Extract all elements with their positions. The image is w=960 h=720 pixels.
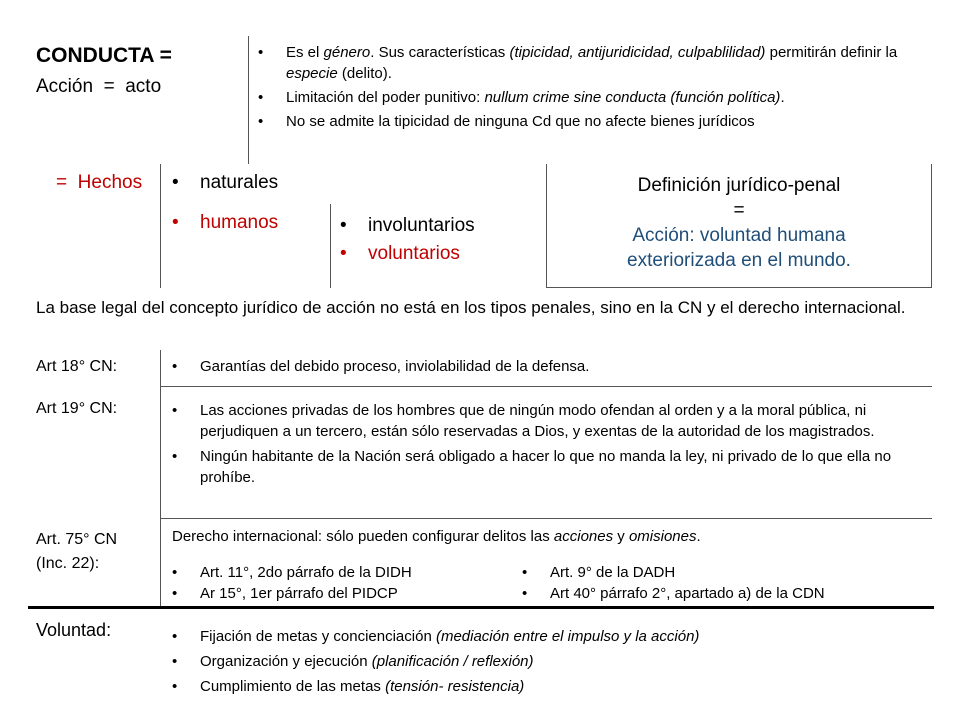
art18-bullet: • Garantías del debido proceso, inviolabilidad de la defensa. (172, 358, 912, 375)
voluntarios-item: • voluntarios (340, 240, 475, 268)
art75-left-item-2: • Ar 15°, 1er párrafo del PIDCP (172, 583, 502, 604)
header-divider (248, 36, 249, 164)
italic-span: (mediación entre el impulso y la acción) (435, 628, 700, 645)
art19-list (172, 400, 907, 492)
naturales-item: • naturales (172, 172, 278, 194)
italic-span: omisiones (628, 528, 697, 545)
art75-label-line-1: Art. 75° CN (36, 531, 118, 548)
header-bullet-2: • Limitación del poder punitivo: nullum crime sine conducta (función política). (258, 87, 938, 108)
naturales-list (172, 172, 278, 194)
definicion-box (546, 164, 932, 288)
art75-label (36, 528, 117, 576)
humanos-divider (330, 204, 331, 288)
hechos-label: = Hechos (56, 172, 143, 193)
italic-span: acciones (553, 528, 614, 545)
art75-right-item-2: • Art 40° párrafo 2°, apartado a) de la CDN (522, 583, 932, 604)
conducta-title: CONDUCTA = (36, 44, 172, 67)
art75-intro: Derecho internacional: sólo pueden configurar delitos las acciones y omisiones. (172, 528, 701, 545)
art75-left-list (172, 562, 502, 604)
art19-bullet-1: • Las acciones privadas de los hombres que de ningún modo ofendan al orden y a la moral pública, ni perjudiquen a un tercero, están sólo reservadas a Dios, y exentas de la autoridad de los magistrados. (172, 400, 907, 442)
art19-separator (160, 518, 932, 519)
involuntarios-item: • involuntarios (340, 212, 475, 240)
voluntad-top-rule (28, 606, 934, 609)
italic-span: (tipicidad, antijuridicidad, culpablilidad) (509, 44, 766, 61)
humanos-item: • humanos (172, 212, 278, 234)
voluntad-label: Voluntad: (36, 620, 112, 640)
humanos-list (172, 212, 278, 234)
voluntad-bullet-3: • Cumplimiento de las metas (tensión- resistencia) (172, 674, 932, 699)
accion-subtitle: Acción = acto (36, 76, 162, 97)
base-legal-text: La base legal del concepto jurídico de acción no está en los tipos penales, sino en la CN y el derecho internacional. (36, 298, 906, 317)
italic-span: nullum crime sine conducta (función política) (484, 89, 781, 106)
definicion-line-1: Acción: voluntad humana (632, 225, 846, 246)
italic-span: género (323, 44, 371, 61)
art75-right-list (522, 562, 932, 604)
italic-span: especie (286, 65, 338, 82)
voluntad-list (172, 624, 932, 699)
art75-right-item-1: • Art. 9° de la DADH (522, 562, 932, 583)
art19-label: Art 19° CN: (36, 400, 118, 417)
art75-left-item-1: • Art. 11°, 2do párrafo de la DIDH (172, 562, 502, 583)
voluntad-bullet-2: • Organización y ejecución (planificación / reflexión) (172, 649, 932, 674)
art19-bullet-2: • Ningún habitante de la Nación será obligado a hacer lo que no manda la ley, ni privado de lo que ella no prohíbe. (172, 446, 907, 488)
italic-span: (planificación / reflexión) (371, 653, 534, 670)
art75-label-line-2: (Inc. 22): (36, 555, 100, 572)
table-divider (160, 350, 161, 608)
art18-list (172, 358, 912, 375)
art18-label: Art 18° CN: (36, 358, 118, 375)
art18-separator (160, 386, 932, 387)
definicion-equals: = (733, 200, 745, 221)
definicion-title: Definición jurídico-penal (637, 175, 841, 196)
definicion-line-2: exteriorizada en el mundo. (627, 250, 851, 271)
voluntariedad-list (340, 212, 475, 268)
voluntad-bullet-1: • Fijación de metas y concienciación (mediación entre el impulso y la acción) (172, 624, 932, 649)
header-bullets (258, 42, 938, 135)
hechos-divider (160, 164, 161, 288)
header-bullet-1: • Es el género. Sus características (tipicidad, antijuridicidad, culpablilidad) permitirán definir la especie (delito). (258, 42, 938, 84)
italic-span: (tensión- resistencia) (385, 678, 525, 695)
header-bullet-3: • No se admite la tipicidad de ninguna Cd que no afecte bienes jurídicos (258, 111, 938, 132)
